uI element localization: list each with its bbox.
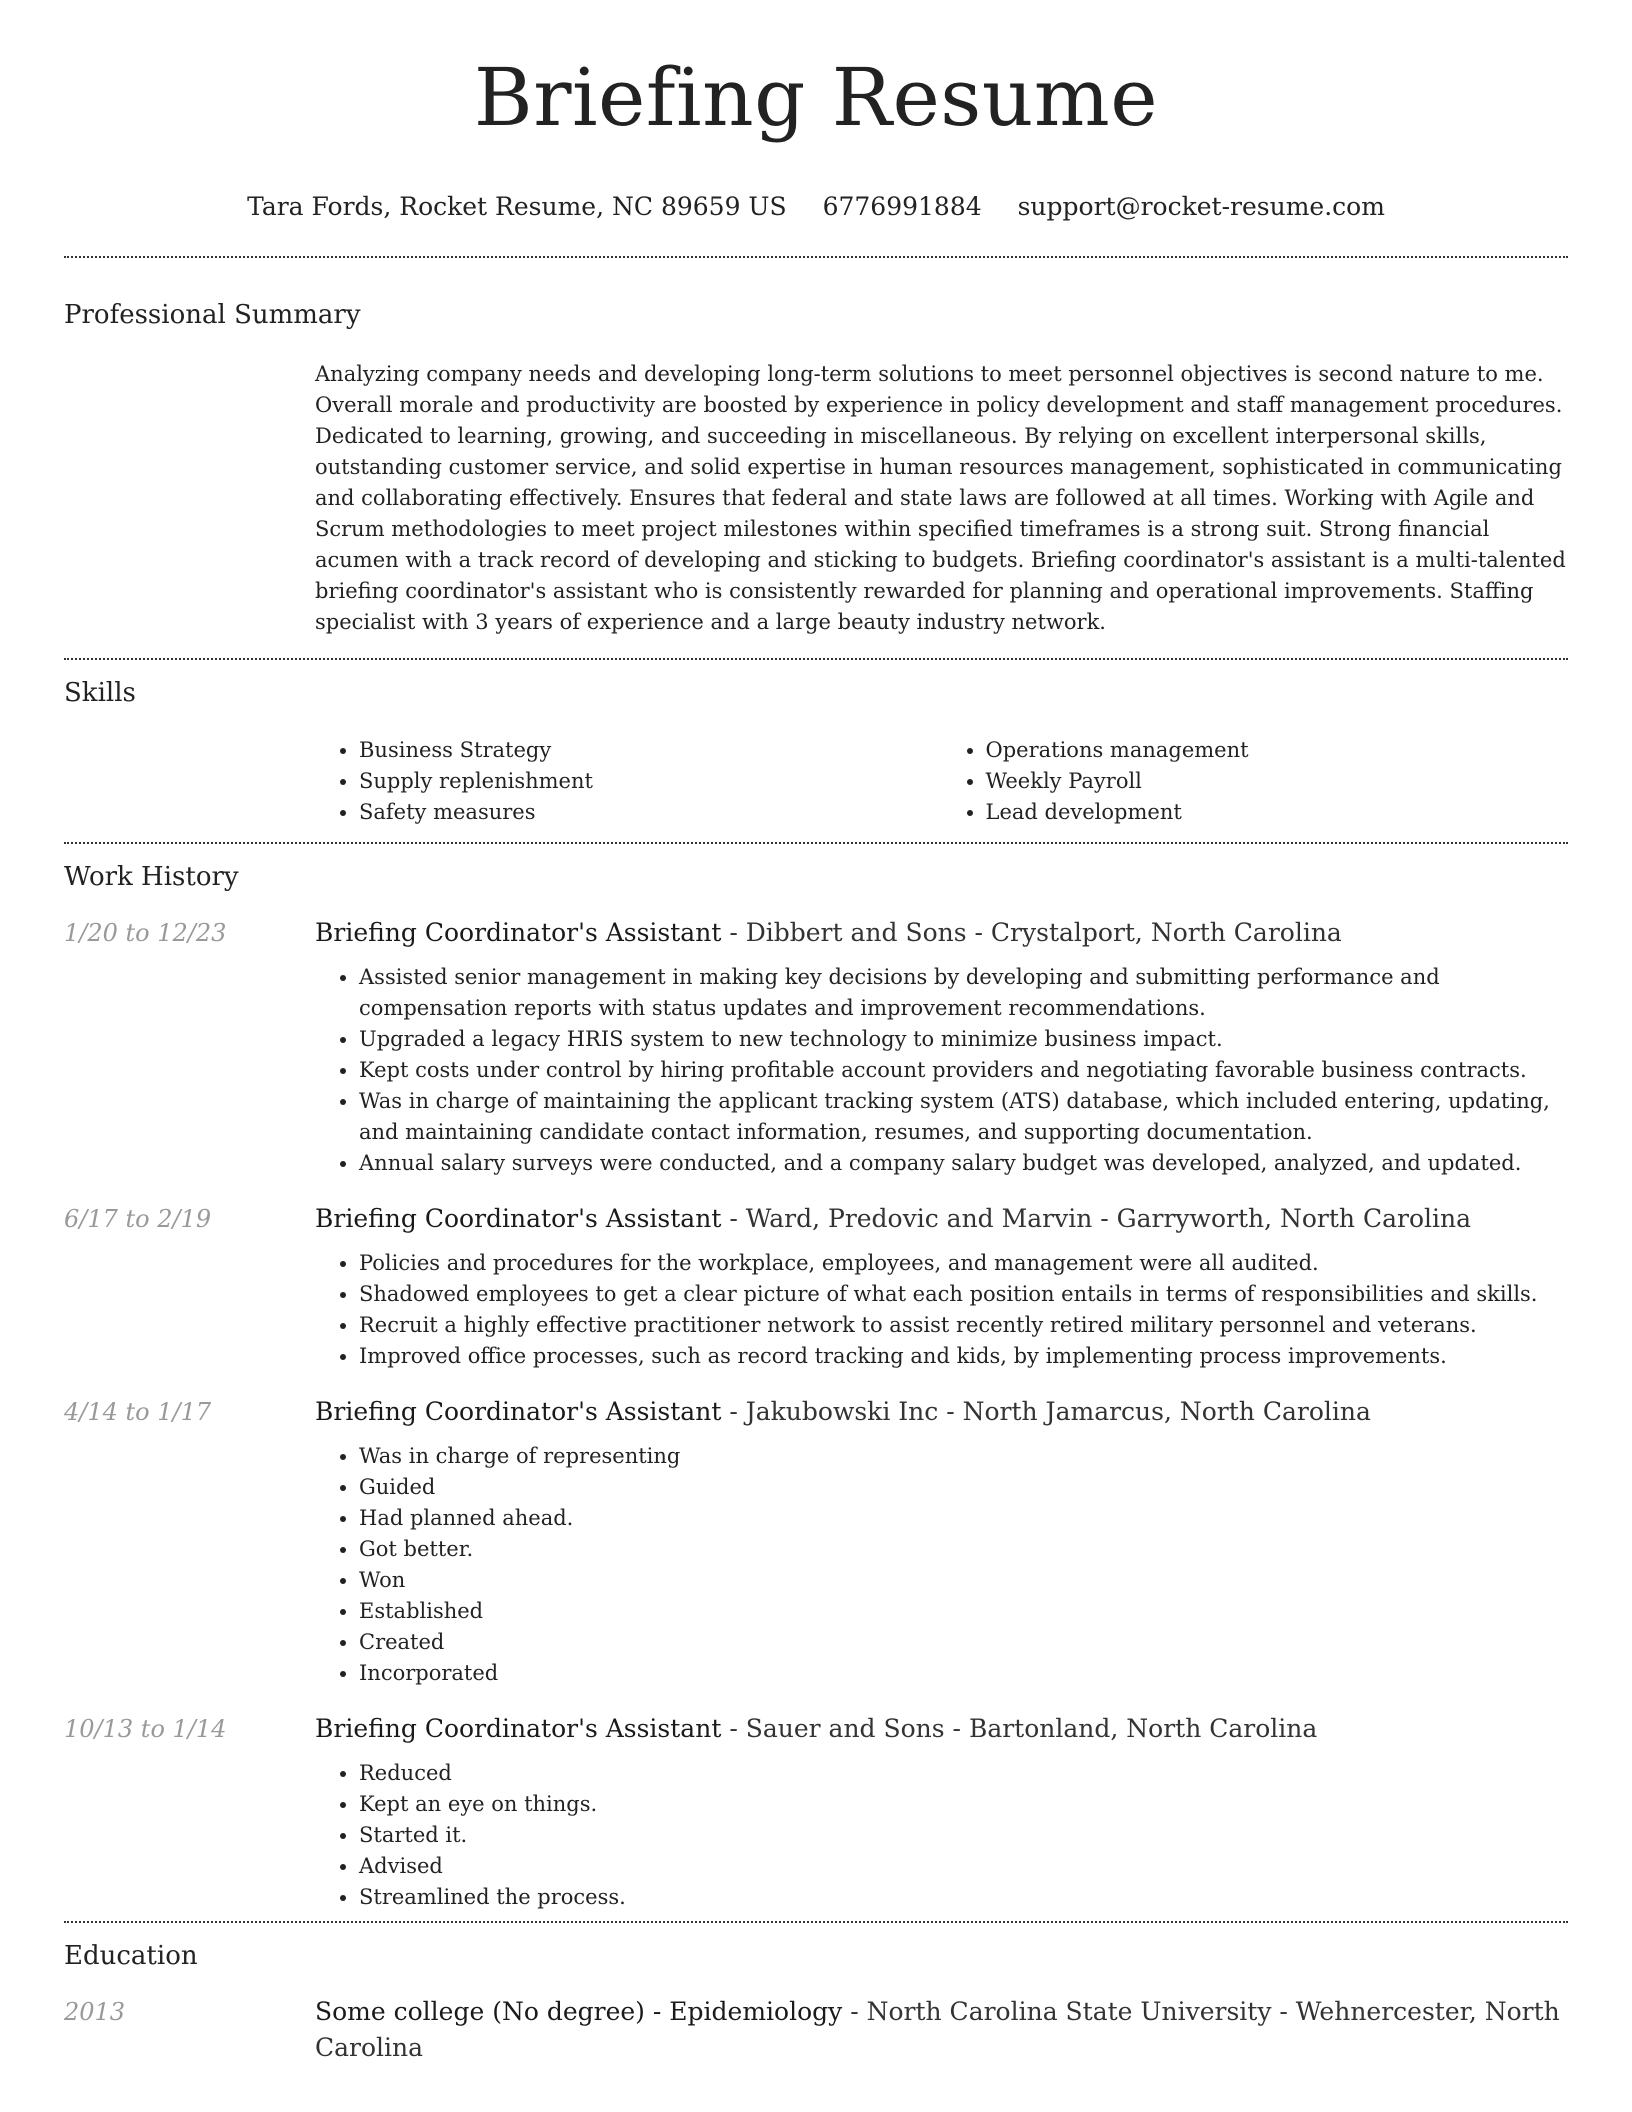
job-bullets — [315, 962, 1568, 1179]
education-degree: Some college (No degree) - Epidemiology — [315, 1997, 843, 2027]
contact-phone: 6776991884 — [822, 191, 982, 221]
job-bullets — [315, 1248, 1568, 1372]
job-heading — [315, 1394, 1568, 1430]
job-heading — [315, 1201, 1568, 1237]
job-heading — [315, 1711, 1568, 1747]
skill-item: • Operations management — [986, 735, 1569, 766]
job-dates: 4/14 to 1/17 — [64, 1398, 212, 1427]
list-item: • Got better. — [359, 1534, 1568, 1565]
job-body — [315, 1201, 1568, 1394]
list-item: • Streamlined the process. — [359, 1882, 1568, 1913]
list-item: • Had planned ahead. — [359, 1503, 1568, 1534]
work-history-section — [64, 862, 1568, 1921]
list-item: • Assisted senior management in making key decisions by developing and submitting performance and compensation reports with status updates and improvement recommendations. — [359, 962, 1568, 1024]
list-item: • Kept an eye on things. — [359, 1789, 1568, 1820]
education-dates: 2013 — [64, 1998, 126, 2027]
skills-grid — [315, 735, 1568, 828]
job-title: Briefing Coordinator's Assistant — [315, 918, 722, 948]
job-body — [315, 915, 1568, 1201]
contact-email: support@rocket-resume.com — [1017, 191, 1385, 221]
list-item: • Advised — [359, 1851, 1568, 1882]
education-body — [315, 1994, 1568, 2077]
divider — [64, 256, 1568, 258]
education-school-location: - North Carolina State University - Wehnercester, North Carolina — [315, 1997, 1560, 2063]
job-title: Briefing Coordinator's Assistant — [315, 1397, 722, 1427]
job-body — [315, 1711, 1568, 1921]
skill-item: • Weekly Payroll — [986, 766, 1569, 797]
list-item: • Upgraded a legacy HRIS system to new technology to minimize business impact. — [359, 1024, 1568, 1055]
contact-line — [64, 192, 1568, 222]
job-title: Briefing Coordinator's Assistant — [315, 1204, 722, 1234]
skill-item: • Supply replenishment — [359, 766, 942, 797]
job-employer-location: - Ward, Predovic and Marvin - Garryworth, North Carolina — [721, 1204, 1471, 1234]
list-item: • Guided — [359, 1472, 1568, 1503]
contact-address: Tara Fords, Rocket Resume, NC 89659 US — [247, 191, 787, 221]
job-entry — [64, 1711, 1568, 1921]
skills-section — [64, 678, 1568, 828]
education-section — [64, 1941, 1568, 2077]
list-item: • Started it. — [359, 1820, 1568, 1851]
section-heading: Education — [64, 1941, 198, 1972]
list-item: • Improved office processes, such as record tracking and kids, by implementing process improvements. — [359, 1341, 1568, 1372]
education-entry — [64, 1994, 1568, 2077]
skill-item: • Business Strategy — [359, 735, 942, 766]
summary-text: Analyzing company needs and developing long-term solutions to meet personnel objectives is second nature to me. Overall morale and productivity are boosted by experience in policy development and staff management procedures. Dedicated to learning, growing, and succeeding in miscellaneous. By relying on excellent interpersonal skills, outstanding customer service, and solid expertise in human resources management, sophisticated in communicating and collaborating effectively. Ensures that federal and state laws are followed at all times. Working with Agile and Scrum methodologies to meet project milestones within specified timeframes is a strong suit. Strong financial acumen with a track record of developing and sticking to budgets. Briefing coordinator's assistant is a multi-talented briefing coordinator's assistant who is consistently rewarded for planning and operational improvements. Staffing specialist with 3 years of experience and a large beauty industry network. — [315, 361, 1566, 634]
job-entry — [64, 1201, 1568, 1394]
list-item: • Policies and procedures for the workplace, employees, and management were all audited. — [359, 1248, 1568, 1279]
job-dates: 1/20 to 12/23 — [64, 919, 227, 948]
job-dates: 6/17 to 2/19 — [64, 1205, 212, 1234]
job-dates: 10/13 to 1/14 — [64, 1715, 227, 1744]
job-heading — [315, 915, 1568, 951]
skill-item: • Safety measures — [359, 797, 942, 828]
job-employer-location: - Dibbert and Sons - Crystalport, North Carolina — [721, 918, 1342, 948]
divider — [64, 842, 1568, 844]
job-title: Briefing Coordinator's Assistant — [315, 1714, 722, 1744]
list-item: • Kept costs under control by hiring profitable account providers and negotiating favorable business contracts. — [359, 1055, 1568, 1086]
list-item: • Was in charge of representing — [359, 1441, 1568, 1472]
section-heading: Work History — [64, 861, 239, 892]
job-bullets — [315, 1758, 1568, 1913]
list-item: • Annual salary surveys were conducted, and a company salary budget was developed, analyzed, and updated. — [359, 1148, 1568, 1179]
list-item: • Established — [359, 1596, 1568, 1627]
skills-list-left — [315, 735, 942, 828]
job-employer-location: - Jakubowski Inc - North Jamarcus, North Carolina — [721, 1397, 1371, 1427]
section-heading: Professional Summary — [64, 299, 361, 330]
skill-item: • Lead development — [986, 797, 1569, 828]
list-item: • Was in charge of maintaining the applicant tracking system (ATS) database, which included entering, updating, and maintaining candidate contact information, resumes, and supporting documentation. — [359, 1086, 1568, 1148]
job-body — [315, 1394, 1568, 1711]
list-item: • Reduced — [359, 1758, 1568, 1789]
list-item: • Won — [359, 1565, 1568, 1596]
list-item: • Created — [359, 1627, 1568, 1658]
job-bullets — [315, 1441, 1568, 1689]
skills-list-right — [942, 735, 1569, 828]
divider — [64, 658, 1568, 660]
job-employer-location: - Sauer and Sons - Bartonland, North Carolina — [721, 1714, 1318, 1744]
divider — [64, 1921, 1568, 1923]
list-item: • Incorporated — [359, 1658, 1568, 1689]
list-item: • Recruit a highly effective practitioner network to assist recently retired military personnel and veterans. — [359, 1310, 1568, 1341]
job-entry — [64, 1394, 1568, 1711]
job-entry — [64, 915, 1568, 1201]
resume-title: Briefing Resume — [473, 51, 1159, 144]
professional-summary-section — [64, 300, 1568, 638]
list-item: • Shadowed employees to get a clear picture of what each position entails in terms of responsibilities and skills. — [359, 1279, 1568, 1310]
education-heading — [315, 1994, 1568, 2066]
resume-page — [64, 0, 1568, 2077]
section-heading: Skills — [64, 677, 136, 708]
